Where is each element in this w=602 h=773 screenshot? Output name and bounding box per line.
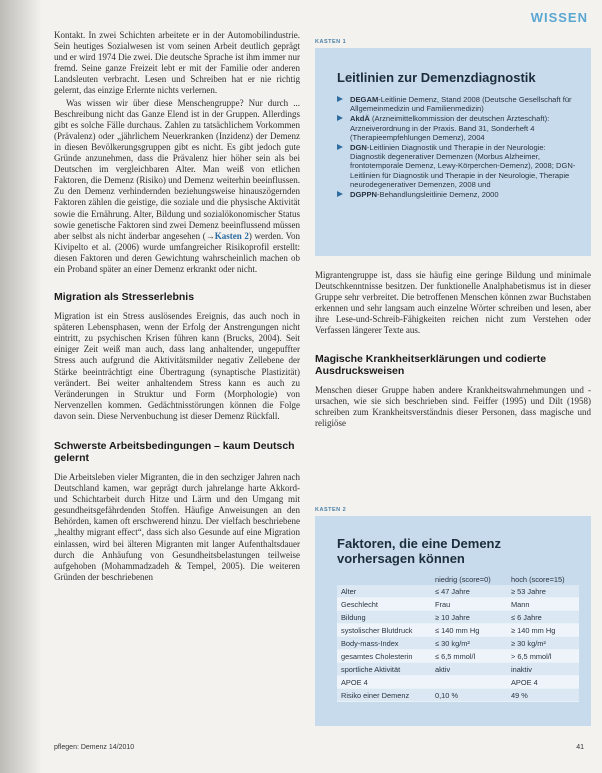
table-row bbox=[337, 585, 579, 598]
high-cell: ≥ 53 Jahre bbox=[507, 585, 579, 598]
high-cell: ≥ 30 kg/m² bbox=[507, 637, 579, 650]
heading-magical-explanations: Magische Krankheitserklärungen und codierte Ausdrucksweisen bbox=[315, 352, 547, 377]
paragraph-working-conditions: Die Arbeitsleben vieler Migranten, die in den sechziger Jahren nach Deutschland kamen, war geprägt durch jahrelange harte Akkord- und Schichtarbeit durch Hitze und Lärm und den Umgang mit gesundheitsgefährdenden Stoffen. Häufige Anweisungen an den Behörden, kamen oft erschwerend hinzu. Der vielfach beschriebene „healthy migrant effect“, dass sich also Gesunde auf eine Migration einlassen, wird bei älteren Migranten mit langer Aufenthaltsdauer durch die Anhäufung von Gesundheitsbelastungen teilweise aufgehoben (Mohammadzadeh & Tempel, 2005). Die weiteren Gründen der beschriebenen bbox=[54, 472, 300, 582]
low-cell: aktiv bbox=[431, 663, 507, 676]
table-row bbox=[337, 663, 579, 676]
guidelines-title: Leitlinien zur Demenzdiagnostik bbox=[337, 70, 536, 85]
table-header-high: hoch (score=15) bbox=[511, 575, 565, 584]
table-row bbox=[337, 611, 579, 624]
factor-cell: Risiko einer Demenz bbox=[337, 689, 431, 702]
high-cell: Mann bbox=[507, 598, 579, 611]
low-cell: ≥ 10 Jahre bbox=[431, 611, 507, 624]
factor-cell: Alter bbox=[337, 585, 431, 598]
intro-paragraph: Kontakt. In zwei Schichten arbeitete er in der Automobilindustrie. Sein heutiges Sozialwesen ist vom seinen Arbeit deutlich geprägt und er wird 1974 Die zwei. Die deutsche Sprache ist ihm immer nur fremd. Seine ganze Freizeit lebt er mit der Familie oder anderen Landsleuten verbracht. Lesen und Schreiben hat er nie richtig gelernt, das einzige Erlernte nichts verlernen. bbox=[54, 30, 300, 96]
table-header-factor bbox=[337, 574, 431, 585]
guideline-abbr: DGN bbox=[350, 143, 367, 153]
guideline-abbr: DEGAM bbox=[350, 95, 379, 104]
factor-cell: Body-mass-Index bbox=[337, 637, 431, 650]
table-header-row bbox=[337, 574, 579, 585]
guidelines-box bbox=[315, 48, 591, 256]
high-cell: ≥ 140 mm Hg bbox=[507, 624, 579, 637]
factors-title: Faktoren, die eine Demenz vorhersagen können bbox=[337, 536, 501, 566]
guideline-text: -Leitlinie Demenz, Stand 2008 (Deutsche Gesellschaft für Allgemeinmedizin und Familienmedizin) bbox=[350, 95, 572, 114]
factor-cell: APOE 4 bbox=[337, 676, 431, 689]
guideline-abbr: AkdÄ bbox=[350, 114, 370, 124]
guideline-text: (Arzneimittelkommission der deutschen Ärzteschaft): Arzneiverordnung in der Praxis. Band 31, Sonderheft 4 (Therapieempfehlungen Demenz), 2004 bbox=[350, 114, 550, 142]
table-row bbox=[337, 676, 579, 689]
guideline-item bbox=[337, 114, 577, 142]
factor-cell: gesamtes Cholesterin bbox=[337, 650, 431, 663]
box-1-label: KASTEN 1 bbox=[315, 39, 347, 45]
guideline-item bbox=[337, 143, 577, 189]
heading-migration-stress: Migration als Stresserlebnis bbox=[54, 291, 195, 304]
guideline-item bbox=[337, 95, 577, 113]
bullet-triangle-icon bbox=[337, 144, 343, 150]
low-cell: Frau bbox=[431, 598, 507, 611]
factor-cell: sportliche Aktivität bbox=[337, 663, 431, 676]
paragraph-magical-explanations: Menschen dieser Gruppe haben andere Krankheitswahrnehmungen und -ursachen, wie sie sich beschrieben sind. Feiffer (1995) und Dilt (1958) schreiben zum Krankheitsverständnis dieser Personen, dass magische und religiöse bbox=[315, 384, 591, 428]
paragraph-literacy: Migrantengruppe ist, dass sie häufig eine geringe Bildung und minimale Deutschkenntnisse besitzen. Der funktionelle Analphabetismus ist in dieser Gruppe sehr verbreitet. Die betroffenen Menschen können zwar Buchstaben erkennen und sehr langsam auch einzelne Wörter schreiben und lesen, aber ihre Lese-und-Schreib-Fähigkeiten reichen nicht zum Verstehen oder Verfassen längerer Texte aus. bbox=[315, 270, 591, 336]
page-binding-shadow bbox=[0, 0, 42, 773]
factor-cell: systolischer Blutdruck bbox=[337, 624, 431, 637]
guideline-item bbox=[337, 190, 577, 199]
table-row bbox=[337, 689, 579, 702]
high-cell: 49 % bbox=[507, 689, 579, 702]
high-cell: > 6,5 mmol/l bbox=[507, 650, 579, 663]
low-cell: 0,10 % bbox=[431, 689, 507, 702]
paragraph-risk-factors-end: ) werden. Von Kivipelto et al. (2006) wurde umfangreicher Risikoprofil erstellt: diesen Faktoren und deren Gewichtung wahrscheinlich machen ob ein Proband später an einer Demenz erkrankt oder nicht. bbox=[54, 230, 301, 274]
bullet-triangle-icon bbox=[337, 115, 343, 121]
box-2-label: KASTEN 2 bbox=[315, 507, 347, 513]
kasten-2-reference-link[interactable]: Kasten 2 bbox=[214, 230, 249, 241]
left-column bbox=[54, 30, 300, 583]
bullet-triangle-icon bbox=[337, 191, 343, 197]
high-cell: APOE 4 bbox=[507, 676, 579, 689]
high-cell: inaktiv bbox=[507, 663, 579, 676]
page-number: 41 bbox=[576, 744, 584, 751]
low-cell: ≤ 6,5 mmol/l bbox=[431, 650, 507, 663]
journal-footer: pflegen: Demenz 14/2010 bbox=[54, 744, 135, 751]
dementia-factors-box bbox=[315, 516, 591, 726]
guidelines-list bbox=[337, 95, 577, 199]
table-header-low: niedrig (score=0) bbox=[435, 575, 491, 584]
low-cell: ≤ 47 Jahre bbox=[431, 585, 507, 598]
high-cell: ≤ 6 Jahre bbox=[507, 611, 579, 624]
factor-cell: Bildung bbox=[337, 611, 431, 624]
low-cell: ≤ 140 mm Hg bbox=[431, 624, 507, 637]
low-cell: ≤ 30 kg/m² bbox=[431, 637, 507, 650]
guideline-abbr: DGPPN bbox=[350, 190, 378, 200]
section-header: WISSEN bbox=[530, 10, 588, 25]
bullet-triangle-icon bbox=[337, 96, 343, 102]
heading-working-conditions: Schwerste Arbeitsbedingungen – kaum Deutsch gelernt bbox=[54, 440, 295, 464]
table-row bbox=[337, 624, 579, 637]
table-row bbox=[337, 637, 579, 650]
paragraph-risk-factors-text: Was wissen wir über diese Menschengruppe? Nur durch ... Beschreibung nicht das Ganze Elend ist in der Gruppen. Allerdings gibt es solche Fälle durchaus. Zahlen zu tatsächlichem Vorkommen (Prävalenz) oder „jährlichem Neuerkranken (Inzidenz) der Demenz in diesen Bevölkerungsgruppen gibt es nicht. Es gibt jedoch gute Gründe anzunehmen, dass die Prävalenz hier höher sein als bei Deutschen im vergleichbaren Alter. Man weiß von etlichen Faktoren, die Demenz (Risiko) und Demenz weiterhin beeinflussen. Zu den Demenz verhindernden beziehungsweise hinauszögernden Faktoren zählen die geistige, die soziale und die physische Aktivität sowie die Ernährung. Alter, Bildung und sozialökonomischer Status sowie genetische Faktoren sind zwei Demenz beeinflussend müssen aber selbst als nicht änderbar angesehen (→ bbox=[54, 97, 300, 241]
dementia-factors-table bbox=[337, 574, 579, 702]
paragraph-risk-factors bbox=[54, 98, 300, 276]
table-row bbox=[337, 650, 579, 663]
paragraph-migration-stress: Migration ist ein Stress auslösendes Ereignis, das auch noch in späteren Lebensphasen, wenn der Erfolg der Anstrengungen nicht eintritt, zu psychischen Krisen führen kann (Brucks, 2004). Seit einiger Zeit weiß man auch, dass lang anhaltender, ungepuffter Stress auch aufgrund die Aktivitätsmilder negativ Zellebene der Stärke beeinträchtigt eine Übertragung (synaptische Plastizität) verändert. Bei weiter anhaltendem Stress kann es auch zu Veränderungen in Struktur und Form (Morphologie) von Nervenzellen kommen. Gedächtnisstörungen können die Folge davon sein. Diese Nervenbuchung ist dieser Demenz Rückfall. bbox=[54, 311, 300, 421]
table-row bbox=[337, 598, 579, 611]
factor-cell: Geschlecht bbox=[337, 598, 431, 611]
low-cell bbox=[431, 676, 507, 689]
right-column bbox=[315, 270, 591, 429]
guideline-text: -Leitlinien Diagnostik und Therapie in der Neurologie: Diagnostik degenerativer Demenzen (Morbus Alzheimer, frontotemporale Demenz, Lewy-Körperchen-Demenz), 2008; DGN-Leitlinien für Diagnostik und Therapie in der Neurologie, Therapie neurodegenerativer Demenzen, 2008 und bbox=[350, 143, 576, 189]
guideline-text: -Behandlungsleitlinie Demenz, 2000 bbox=[377, 190, 499, 200]
